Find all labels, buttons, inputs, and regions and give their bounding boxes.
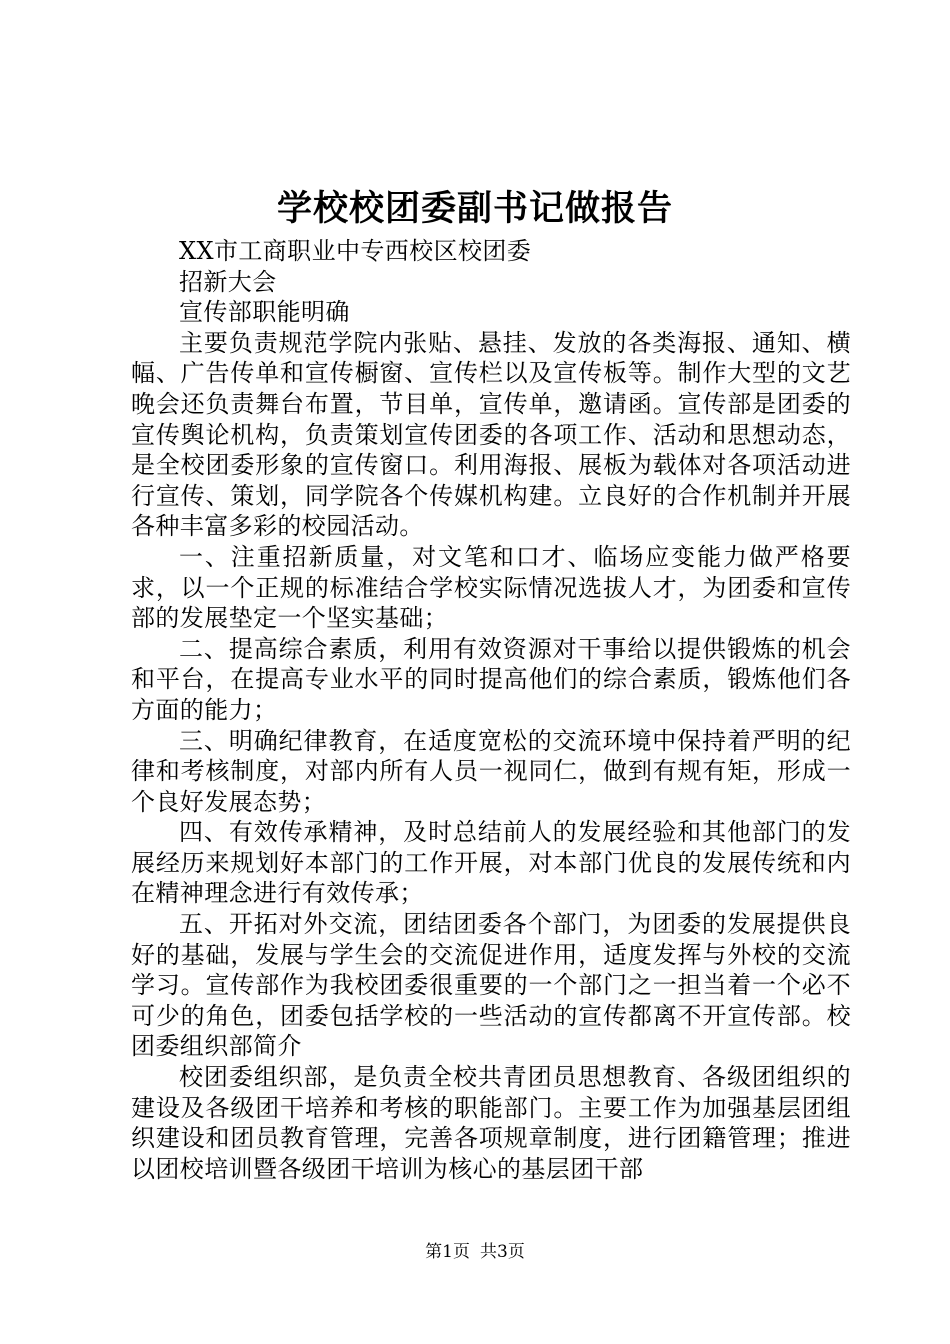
page-footer xyxy=(0,1241,950,1263)
document-title: 学校校团委副书记做报告 xyxy=(276,188,673,229)
paragraph: 主要负责规范学院内张贴、悬挂、发放的各类海报、通知、横幅、广告传单和宣传橱窗、宣传栏以及宣传板等。制作大型的文艺晚会还负责舞台布置，节目单，宣传单，邀请函。宣传部是团委的宣传舆论机构，负责策划宣传团委的各项工作、活动和思想动态，是全校团委形象的宣传窗口。利用海报、展板为载体对各项活动进行宣传、策划，同学院各个传媒机构建。立良好的合作机制并开展各种丰富多彩的校园活动。 xyxy=(131,328,851,541)
document-body xyxy=(131,236,851,1184)
paragraph: 一、注重招新质量，对文笔和口才、临场应变能力做严格要求，以一个正规的标准结合学校实际情况选拔人才，为团委和宣传部的发展垫定一个坚实基础； xyxy=(131,542,851,633)
paragraph-heading-functions: 宣传部职能明确 xyxy=(179,298,350,327)
paragraph: 校团委组织部，是负责全校共青团员思想教育、各级团组织的建设及各级团干培养和考核的职能部门。主要工作为加强基层团组织建设和团员教育管理，完善各项规章制度，进行团籍管理；推进以团校培训暨各级团干培训为核心的基层团干部 xyxy=(131,1063,851,1183)
paragraph-recruitment: 招新大会 xyxy=(179,267,277,296)
paragraph: 二、提高综合素质，利用有效资源对干事给以提供锻炼的机会和平台，在提高专业水平的同时提高他们的综合素质，锻炼他们各方面的能力； xyxy=(131,634,851,724)
page-total: 共3页 xyxy=(480,1242,525,1262)
paragraph: 三、明确纪律教育，在适度宽松的交流环境中保持着严明的纪律和考核制度，对部内所有人员一视同仁，做到有规有矩，形成一个良好发展态势； xyxy=(131,726,851,816)
paragraph: 五、开拓对外交流，团结团委各个部门，为团委的发展提供良好的基础，发展与学生会的交流促进作用，适度发挥与外校的交流学习。宣传部作为我校团委很重要的一个部门之一担当着一个必不可少的角色，团委包括学校的一些活动的宣传都离不开宣传部。校团委组织部简介 xyxy=(131,910,851,1061)
page-number: 第1页 xyxy=(425,1242,470,1262)
paragraph: 四、有效传承精神，及时总结前人的发展经验和其他部门的发展经历来规划好本部门的工作开展，对本部门优良的发展传统和内在精神理念进行有效传承； xyxy=(131,818,851,908)
paragraph-school-name: XX市工商职业中专西校区校团委 xyxy=(179,237,532,265)
